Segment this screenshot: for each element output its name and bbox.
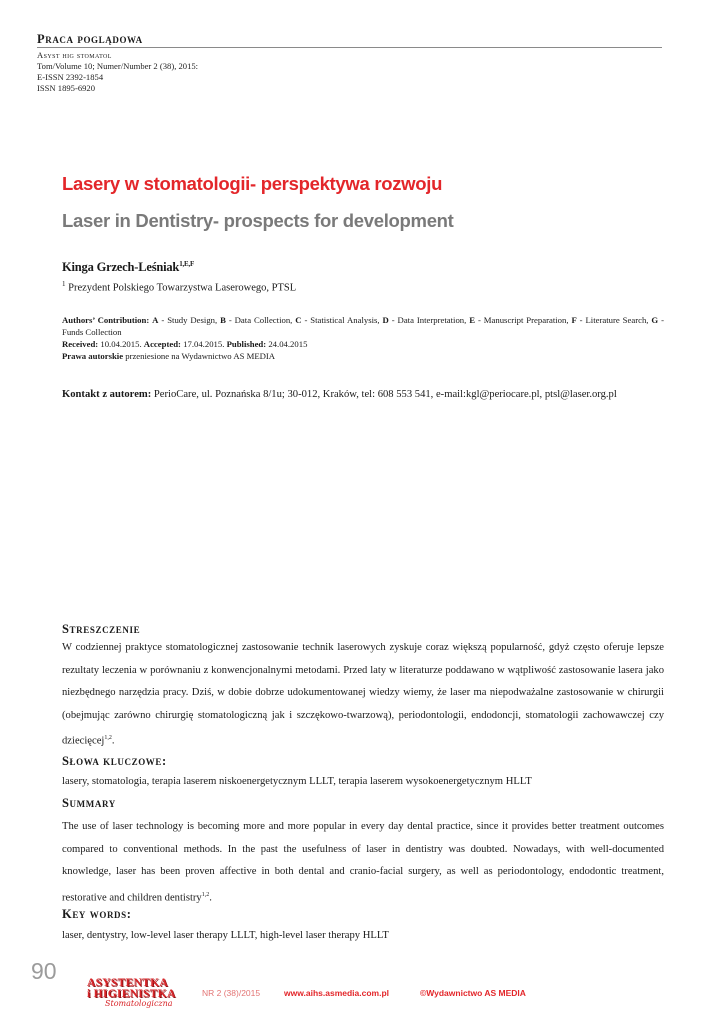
abstract-en-end: . (209, 892, 212, 904)
affiliation-text: Prezydent Polskiego Towarzystwa Laserowego, PTSL (68, 282, 297, 294)
copyright-text: przeniesione na Wydawnictwo AS MEDIA (123, 351, 276, 361)
received-label: Received: (62, 339, 99, 349)
abstract-pl-body: W codziennej praktyce stomatologicznej zastosowanie technik laserowych zyskuje coraz większą popularność, gdyż często oferuje lepsze rezultaty leczenia w porównaniu z konwencjonalnymi metodami. Przed laty w literaturze poddawano w wątpliwość zastosowanie lasera jako niezbędnego narzędzia pracy. Dziś, w dobie dobrze udokumentowanej wiedzy wiemy, że laser ma niepodważalne zastosowanie w chirurgii (obejmując zarówno chirurgię stomatologiczną jak i szczękowo-twarzową), periodontologii, endodoncji, stomatologii zachowawczej czy dziecięcej (62, 642, 664, 747)
published-date: 24.04.2015 (266, 339, 308, 349)
page-number: 90 (31, 958, 57, 984)
author-name: Kinga Grzech-Leśniak (62, 260, 180, 275)
contribution-key: G (651, 315, 659, 325)
abstract-pl-text (62, 637, 664, 753)
issue-number: NR 2 (38)/2015 (202, 988, 261, 998)
abstract-en-heading: Summary (62, 796, 116, 810)
contact (62, 389, 667, 400)
logo-line1: ASYSTENTKA (87, 977, 168, 989)
contribution-text: - Funds Collection (62, 315, 664, 337)
abstract-en-text (62, 816, 664, 910)
keywords-pl-heading: Słowa kluczowe: (62, 754, 167, 768)
keywords-en-text: laser, dentystry, low-level laser therapy LLLT, high-level laser therapy HLLT (62, 930, 389, 941)
affiliation (62, 280, 296, 294)
copyright-label: Prawa autorskie (62, 351, 124, 361)
published-label: Published: (226, 339, 267, 349)
contribution-key: F (571, 315, 577, 325)
accepted-label: Accepted: (143, 339, 181, 349)
contribution-key: B (220, 315, 226, 325)
journal-meta (37, 50, 198, 94)
journal-name: Asyst hig stomatol (37, 50, 112, 60)
abstract-pl-sup: 1,2 (104, 735, 112, 741)
journal-logo (87, 978, 183, 1008)
eissn: E-ISSN 2392-1854 (37, 72, 104, 82)
author (62, 260, 194, 275)
keywords-en-heading: Key words: (62, 907, 132, 921)
logo-script: Stomatologiczna (105, 999, 173, 1008)
accepted-date: 17.04.2015. (180, 339, 227, 349)
contribution-key: C (295, 315, 302, 325)
publisher: ©Wydawnictwo AS MEDIA (420, 988, 526, 998)
keywords-pl-text: lasery, stomatologia, terapia laserem niskoenergetycznym LLLT, terapia laserem wysokoenergetycznym HLLT (62, 776, 532, 787)
abstract-en-body: The use of laser technology is becoming more and more popular in every day dental practice, since it provides better treatment outcomes compared to conventional methods. In the past the usefulness of laser in dentistry was doubted. Nowadays, with well-documented knowledge, laser has been proven affective in both dental and cranio-facial surgery, as well as periodontology, endodontic treatment, restorative and children dentistry (62, 821, 664, 904)
contribution-key: A (152, 315, 159, 325)
author-superscript: 1,E,F (179, 260, 195, 268)
abstract-en-sup: 1,2 (201, 891, 210, 898)
title-polish: Lasery w stomatologii- perspektywa rozwoju (62, 173, 443, 194)
authors-contribution (62, 314, 664, 338)
contribution-text: - Data Interpretation, (388, 315, 470, 325)
header-rule (37, 47, 662, 48)
copyright (62, 350, 664, 362)
contribution-key: D (382, 315, 389, 325)
contributions-block (62, 314, 664, 362)
issn: ISSN 1895-6920 (37, 83, 96, 93)
abstract-pl-heading: Streszczenie (62, 622, 141, 636)
section-label: Praca poglądowa (37, 32, 143, 46)
title-english: Laser in Dentistry- prospects for development (62, 210, 454, 231)
abstract-pl-end: . (111, 735, 115, 747)
contribution-text: - Literature Search, (576, 315, 652, 325)
dates (62, 338, 664, 350)
website-link[interactable]: www.aihs.asmedia.com.pl (284, 988, 390, 998)
contact-label: Kontakt z autorem: (62, 389, 152, 400)
affiliation-superscript: 1 (62, 280, 66, 288)
volume-info: Tom/Volume 10; Numer/Number 2 (38), 2015: (37, 61, 199, 71)
contribution-text: - Study Design, (158, 315, 221, 325)
received-date: 10.04.2015. (98, 339, 144, 349)
contribution-label: Authors’ Contribution: (62, 315, 150, 325)
contribution-text: - Manuscript Preparation, (475, 315, 572, 325)
contribution-key: E (469, 315, 476, 325)
logo-line2: i HIGIENISTKA (87, 988, 176, 1000)
contribution-text: - Data Collection, (225, 315, 296, 325)
contribution-text: - Statistical Analysis, (301, 315, 383, 325)
contact-text: PerioCare, ul. Poznańska 8/1u; 30-012, Kraków, tel: 608 553 541, e-mail:kgl@periocare.pl, ptsl@laser.org.pl (151, 389, 617, 400)
